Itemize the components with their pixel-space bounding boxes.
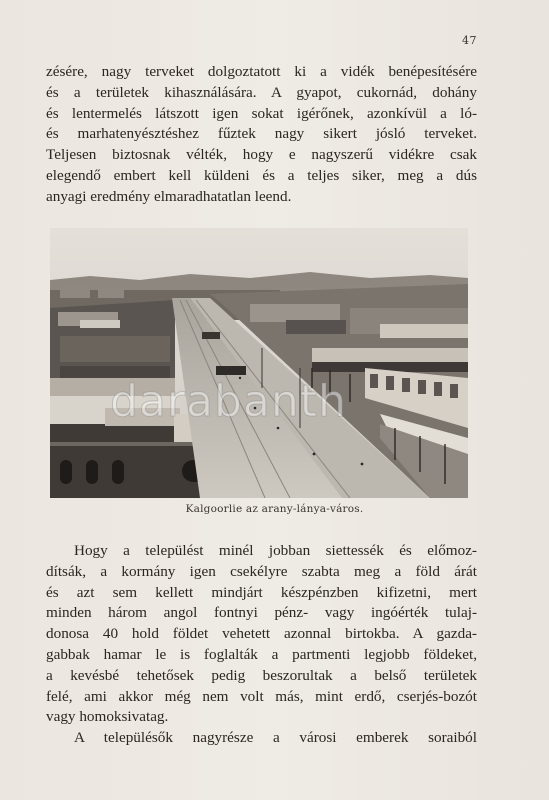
text-line: felé, ami akkor még nem volt más, mint erdő, cserjés-bozót xyxy=(46,687,477,705)
text-line: és marhatenyésztéshez fűztek nagy sikert jósló terveket. xyxy=(46,125,477,143)
text-line: Hogy a települést minél jobban siettessék és előmoz- xyxy=(74,542,477,559)
text-line: zésére, nagy terveket dolgoztatott ki a vidék benépesítésére xyxy=(46,63,477,80)
paragraph-top xyxy=(46,62,477,208)
photo-illustration xyxy=(50,228,468,498)
text-line: donosa 40 hold földet vehetett azonnal birtokba. A gazda- xyxy=(46,625,477,643)
page-number: 47 xyxy=(462,34,477,47)
text-line: anyagi eredmény elmaradhatatlan leend. xyxy=(46,187,292,205)
text-line: és lentermelés látszott igen sokat igérőnek, azonkívül a ló- xyxy=(46,104,477,122)
text-line: a kevésbé tehetősek pedig beszorultak a belső területek xyxy=(46,666,477,684)
text-line: vagy homoksivatag. xyxy=(46,708,169,726)
text-line: A településők nagyrésze a városi emberek soraiból xyxy=(74,729,477,747)
paragraph-bottom xyxy=(46,541,477,749)
text-line: gabbak hamar le is foglalták a partmenti legjobb földeket, xyxy=(46,645,477,663)
text-line: Teljesen biztosnak vélték, hogy e nagyszerű vidékre csak xyxy=(46,146,477,164)
text-line: minden három angol fontnyi pénz- vagy ingóérték tulaj- xyxy=(46,604,477,622)
text-line: és azt sem kellett mindjárt készpénzben kifizetni, mert xyxy=(46,583,477,601)
text-line: dítsák, a kormány igen csekélyre szabta meg a föld árát xyxy=(46,562,477,580)
text-line: elegendő embert kell küldeni és a teljes siker, meg a dús xyxy=(46,166,477,184)
watermark-logo: darabanth xyxy=(110,376,347,427)
figure-caption: Kalgoorlie az arany-lánya-város. xyxy=(185,503,364,515)
street-photograph xyxy=(50,228,468,498)
text-line: és a területek kihasználására. A gyapot, cukornád, dohány xyxy=(46,83,477,101)
